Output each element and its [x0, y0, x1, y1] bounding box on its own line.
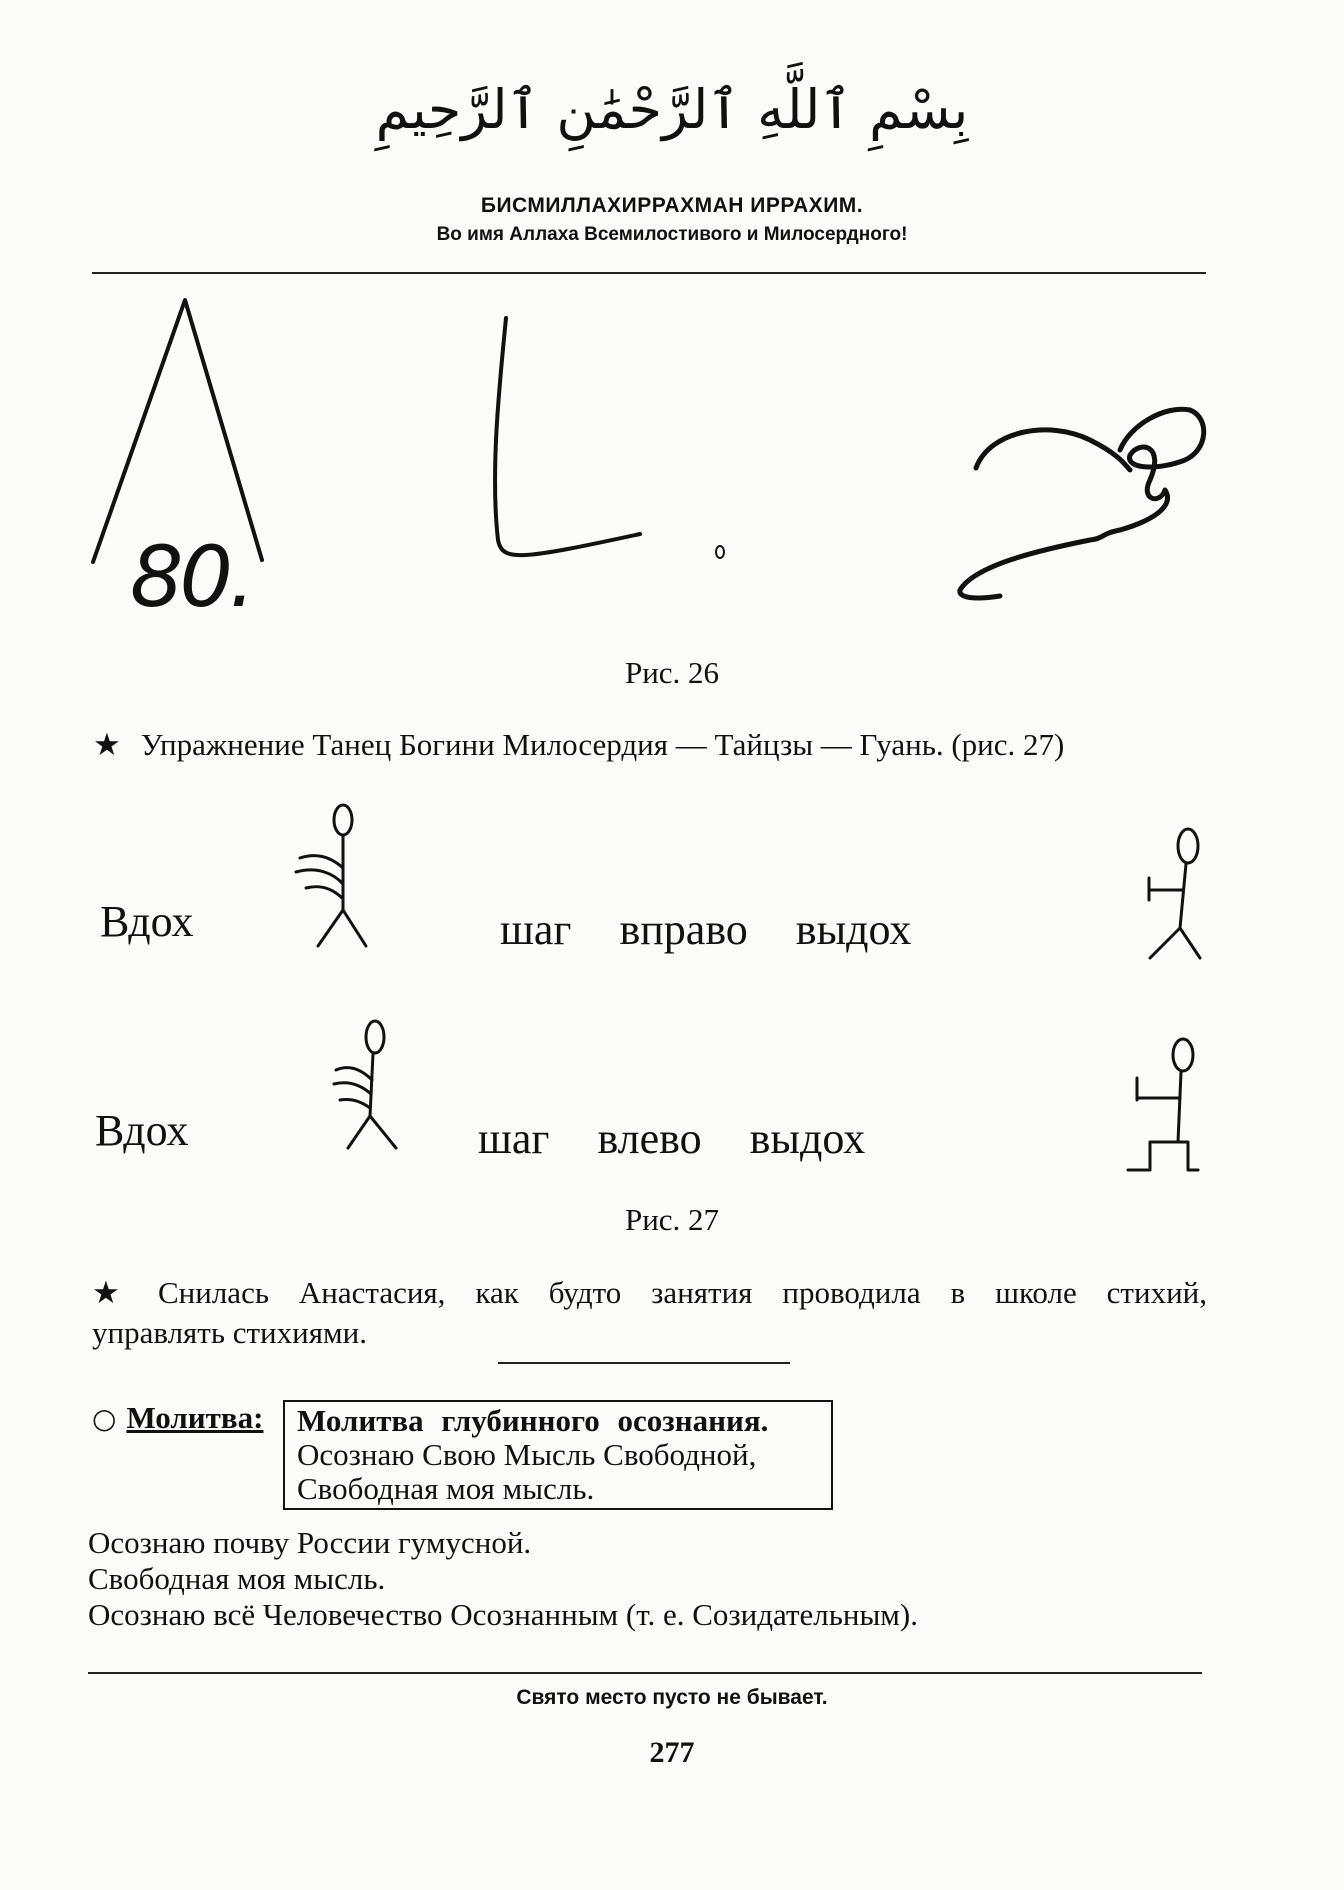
prayer-box-line-1: Осознаю Свою Мысль Свободной, — [297, 1437, 757, 1472]
prayer-after-3: Осознаю всё Человечество Осознанным (т. е. Созидательным). — [88, 1597, 918, 1632]
dream-line-2: управлять стихиями. — [92, 1315, 367, 1350]
prayer-label: Молитва: — [126, 1400, 264, 1435]
row2-direction: влево — [597, 1114, 702, 1163]
dream-note — [92, 1273, 1207, 1353]
figure-26-number: 80. — [130, 528, 252, 626]
stick-figure-row2-right — [1128, 1039, 1198, 1170]
circle-bullet-icon: ○ — [92, 1402, 117, 1435]
figure-27-caption: Рис. 27 — [624, 1202, 720, 1237]
prayer-after-2: Свободная моя мысль. — [88, 1561, 386, 1596]
exercise-text: Упражнение Танец Богини Милосердия — Тайцзы — Гуань. (рис. 27) — [140, 727, 1065, 762]
row1-inhale: Вдох — [100, 897, 194, 946]
row2-step: шаг — [478, 1114, 550, 1163]
dream-line-1: Снилась Анастасия, как будто занятия проводила в школе стихий, — [157, 1275, 1208, 1310]
star-icon: ★ — [93, 727, 121, 762]
prayer-box-title: Молитва глубинного осознания. — [297, 1403, 769, 1438]
prayer-box-line-2: Свободная моя мысль. — [297, 1471, 595, 1506]
prayer-label-row — [92, 1400, 263, 1436]
header-title: БИСМИЛЛАХИРРАХМАН ИРРАХИМ. — [480, 194, 864, 217]
prayer-continuation — [88, 1525, 918, 1633]
row1-direction: вправо — [619, 905, 748, 954]
page-number: 277 — [649, 1736, 695, 1769]
footer-divider — [88, 1672, 1202, 1674]
footer-proverb: Свято место пусто не бывает. — [516, 1686, 828, 1709]
arabic-calligraphy: بِسْمِ ٱللَّهِ ٱلرَّحْمَٰنِ ٱلرَّحِيمِ — [375, 78, 969, 141]
star-icon: ★ — [92, 1275, 142, 1310]
row2-inhale: Вдох — [95, 1106, 189, 1155]
row2-exhale: выдох — [749, 1114, 866, 1163]
stick-figure-row1-left — [296, 805, 366, 946]
prayer-box — [283, 1400, 833, 1510]
section-divider — [498, 1362, 790, 1364]
header-subtitle: Во имя Аллаха Всемилостивого и Милосердного! — [436, 224, 908, 245]
stick-figure-row2-left — [334, 1021, 396, 1148]
prayer-after-1: Осознаю почву России гумусной. — [88, 1525, 532, 1560]
row1-exhale: выдох — [795, 905, 912, 954]
row1-step: шаг — [500, 905, 572, 954]
figure-26-caption: Рис. 26 — [624, 655, 720, 690]
stick-figure-row1-right — [1149, 829, 1200, 958]
